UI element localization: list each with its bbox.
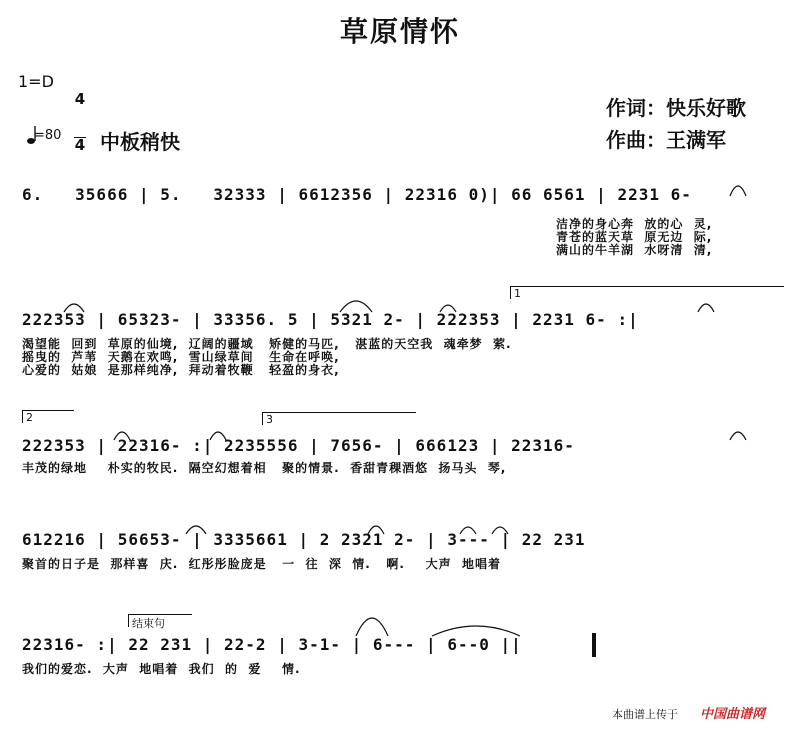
lyric-row-1-v3: 满山的牛羊湖 水呀清 清, — [556, 243, 713, 257]
footer-note: 本曲谱上传于 — [612, 708, 678, 721]
lyric-row-3-v1: 丰茂的绿地 朴实的牧民. 隔空幻想着相 聚的情景. 香甜青稞酒悠 扬马头 琴, — [22, 461, 507, 475]
lyric-row-1-v1: 洁净的身心奔 放的心 灵, — [556, 217, 713, 231]
lyric-row-2-v1: 渴望能 回到 草原的仙境, 辽阔的疆域 矫健的马匹, 湛蓝的天空我 魂牵梦 萦. — [22, 337, 512, 351]
lyric-row-4-v1: 聚首的日子是 那样喜 庆. 红彤彤脸庞是 一 往 深 情. 啊. 大声 地唱着 — [22, 557, 501, 571]
staff-row-4: 612216 | 56653- | 3335661 | 2 2321 2- | 3--- | 22 231 — [22, 530, 586, 549]
lyric-row-5-v1: 我们的爱恋. 大声 地唱着 我们 的 爱 情. — [22, 662, 301, 676]
tempo-mark: =80 — [34, 128, 62, 143]
staff-row-2: 222353 | 65323- | 33356. 5 | 5321 2- | 222353 | 2231 6- :| — [22, 310, 639, 329]
lyric-row-2-v3: 心爱的 姑娘 是那样纯净, 拜动着牧鞭 轻盈的身衣, — [22, 363, 340, 377]
lyricist-credit: 作词：快乐好歌 — [606, 96, 746, 120]
lyric-row-1-v2: 青苍的蓝天草 原无边 际, — [556, 230, 713, 244]
lyric-row-2-v2: 摇曳的 芦苇 天鹅在欢鸣, 雪山绿草间 生命在呼唤, — [22, 350, 340, 364]
tempo-mood: 中板稍快 — [100, 130, 180, 154]
composer-credit: 作曲：王满军 — [606, 128, 726, 152]
staff-row-1: 6. 35666 | 5. 32333 | 6612356 | 22316 0)| 66 6561 | 2231 6- — [22, 185, 692, 204]
volta-3: 3 — [262, 412, 416, 425]
song-title: 草原情怀 — [339, 15, 460, 48]
volta-coda: 结束句 — [128, 614, 192, 627]
site-logo: 中国曲谱网 — [700, 707, 766, 722]
staff-row-5: 22316- :| 22 231 | 22-2 | 3-1- | 6--- | 6--0 || — [22, 635, 522, 654]
time-signature: 4 4 — [74, 90, 86, 154]
volta-1: 1 — [510, 286, 784, 299]
volta-2: 2 — [22, 410, 74, 423]
key-signature: 1=D — [18, 72, 54, 91]
staff-row-3: 222353 | 22316- :| 2235556 | 7656- | 666123 | 22316- — [22, 436, 575, 455]
